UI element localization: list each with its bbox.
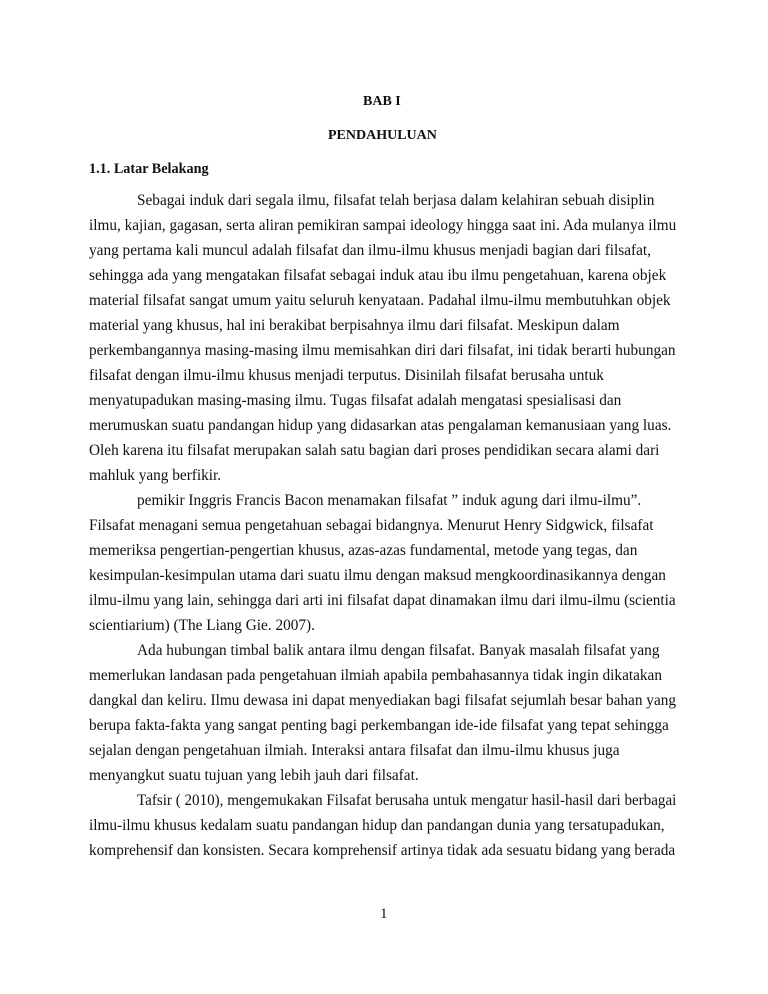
paragraph-line: memerlukan landasan pada pengetahuan ilmiah apabila pembahasannya tidak ingin dikatakan <box>89 667 662 684</box>
paragraph-line: Ada hubungan timbal balik antara ilmu dengan filsafat. Banyak masalah filsafat yang <box>137 642 660 659</box>
paragraph-line: memeriksa pengertian-pengertian khusus, azas-azas fundamental, metode yang tegas, dan <box>89 542 638 559</box>
paragraph-line: filsafat dengan ilmu-ilmu khusus menjadi terputus. Disinilah filsafat berusaha untuk <box>89 367 604 384</box>
paragraph-line: sehingga ada yang mengatakan filsafat sebagai induk atau ibu ilmu pengetahuan, karena objek <box>89 267 667 284</box>
paragraph-line: merumuskan suatu pandangan hidup yang didasarkan atas pengalaman kemanusiaan yang luas. <box>89 417 672 434</box>
paragraph-line: mahluk yang berfikir. <box>89 467 222 484</box>
paragraph-line: komprehensif dan konsisten. Secara komprehensif artinya tidak ada sesuatu bidang yang berada <box>89 842 676 859</box>
paragraph-line: material yang khusus, hal ini berakibat berpisahnya ilmu dari filsafat. Meskipun dalam <box>89 317 620 334</box>
page-number: 1 <box>380 906 388 922</box>
paragraph-line: kesimpulan-kesimpulan utama dari suatu ilmu dengan maksud mengkoordinasikannya dengan <box>89 567 666 584</box>
paragraph-line: ilmu-ilmu khusus kedalam suatu pandangan hidup dan pandangan dunia yang tersatupadukan, <box>89 817 665 834</box>
paragraph-line: ilmu-ilmu yang lain, sehingga dari arti ini filsafat dapat dinamakan ilmu dari ilmu-ilmu (scientia <box>89 592 676 609</box>
paragraph-line: perkembangannya masing-masing ilmu memisahkan diri dari filsafat, ini tidak berarti hubungan <box>89 342 676 359</box>
paragraph-line: sejalan dengan pengetahuan ilmiah. Interaksi antara filsafat dan ilmu-ilmu khusus juga <box>89 742 620 759</box>
paragraph-line: berupa fakta-fakta yang sangat penting bagi perkembangan ide-ide filsafat yang tepat sehingga <box>89 717 669 734</box>
paragraph-line: Sebagai induk dari segala ilmu, filsafat telah berjasa dalam kelahiran sebuah disiplin <box>137 192 655 209</box>
paragraph-line: Oleh karena itu filsafat merupakan salah satu bagian dari proses pendidikan secara alami dari <box>89 442 660 459</box>
paragraph-line: menyatupadukan masing-masing ilmu. Tugas filsafat adalah mengatasi spesialisasi dan <box>89 392 622 409</box>
paragraph-line: scientiarium) (The Liang Gie. 2007). <box>89 617 315 634</box>
paragraph-line: yang pertama kali muncul adalah filsafat dan ilmu-ilmu khusus menjadi bagian dari filsafat, <box>89 242 651 259</box>
paragraph-line: ilmu, kajian, gagasan, serta aliran pemikiran sampai ideology hingga saat ini. Ada mulanya ilmu <box>89 217 677 234</box>
paragraph-line: menyangkut suatu tujuan yang lebih jauh dari filsafat. <box>89 767 419 784</box>
chapter-title: PENDAHULUAN <box>328 128 437 143</box>
section-heading: 1.1. Latar Belakang <box>89 161 209 177</box>
paragraph-line: material filsafat sangat umum yaitu seluruh kenyataan. Padahal ilmu-ilmu membutuhkan objek <box>89 292 671 309</box>
chapter-label: BAB I <box>363 94 401 109</box>
paragraph-line: Tafsir ( 2010), mengemukakan Filsafat berusaha untuk mengatur hasil-hasil dari berbagai <box>137 792 677 809</box>
paragraph-line: dangkal dan keliru. Ilmu dewasa ini dapat menyediakan bagi filsafat sejumlah besar bahan yang <box>89 692 677 709</box>
paragraph-line: pemikir Inggris Francis Bacon menamakan filsafat ” induk agung dari ilmu-ilmu”. <box>137 492 642 509</box>
paragraph-line: Filsafat menagani semua pengetahuan sebagai bidangnya. Menurut Henry Sidgwick, filsafat <box>89 517 654 534</box>
